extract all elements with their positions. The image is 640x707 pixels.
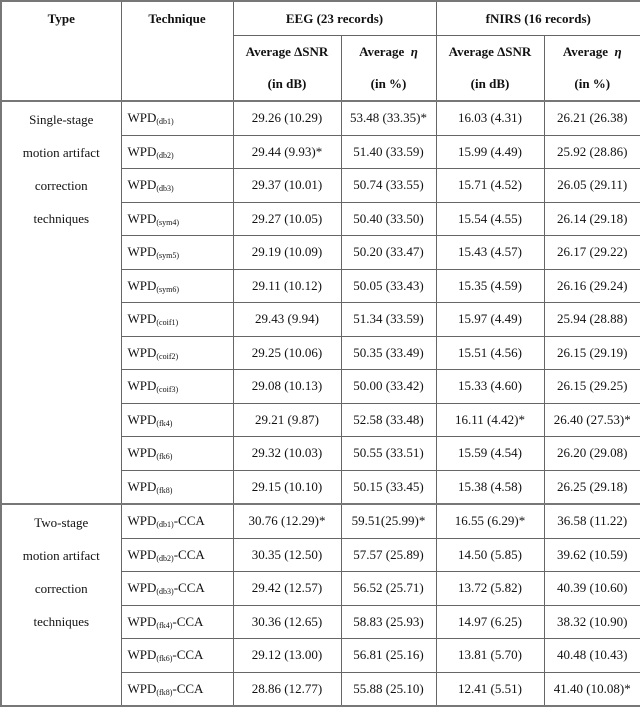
technique-cell [121, 639, 233, 673]
technique-base: WPD [127, 244, 157, 260]
table-row [1, 101, 640, 135]
eta-symbol: η [410, 44, 418, 59]
fnirs-snr-cell: 14.50 (5.85) [436, 538, 544, 572]
fnirs-snr-cell: 15.51 (4.56) [436, 336, 544, 370]
fnirs-snr-cell: 15.59 (4.54) [436, 437, 544, 471]
eeg-snr-cell: 29.21 (9.87) [233, 403, 341, 437]
type-cell [1, 504, 121, 706]
technique-cell [121, 538, 233, 572]
technique-sub: (db1) [156, 520, 174, 530]
technique-sub: (coif2) [156, 351, 179, 361]
fnirs-eta-cell: 41.40 (10.08)* [544, 672, 640, 706]
technique-sub: (fk8) [156, 485, 173, 495]
fnirs-eta-cell: 26.15 (29.19) [544, 336, 640, 370]
header-unit: (in %) [370, 76, 407, 91]
fnirs-snr-cell: 15.35 (4.59) [436, 269, 544, 303]
technique-base: WPD [127, 344, 157, 360]
eeg-eta-cell: 56.81 (25.16) [341, 639, 436, 673]
technique-cell [121, 101, 233, 135]
fnirs-eta-cell: 25.94 (28.88) [544, 303, 640, 337]
eeg-snr-cell: 29.42 (12.57) [233, 572, 341, 606]
technique-cell [121, 370, 233, 404]
fnirs-snr-cell: 15.54 (4.55) [436, 202, 544, 236]
type-line: Two-stage [34, 515, 89, 530]
technique-sub: (fk6) [156, 654, 173, 664]
eeg-eta-cell: 50.40 (33.50) [341, 202, 436, 236]
eeg-eta-cell: 50.05 (33.43) [341, 269, 436, 303]
eeg-snr-cell: 29.26 (10.29) [233, 101, 341, 135]
technique-base: WPD [127, 411, 157, 427]
type-line: techniques [33, 614, 90, 629]
fnirs-eta-cell: 26.05 (29.11) [544, 169, 640, 203]
technique-cell [121, 403, 233, 437]
technique-cell [121, 202, 233, 236]
header-unit: (in %) [574, 76, 611, 91]
eeg-snr-cell: 29.43 (9.94) [233, 303, 341, 337]
table-row [1, 504, 640, 538]
technique-base: WPD [127, 478, 157, 494]
fnirs-eta-cell: 39.62 (10.59) [544, 538, 640, 572]
fnirs-eta-cell: 26.16 (29.24) [544, 269, 640, 303]
technique-cell [121, 437, 233, 471]
technique-sub: (coif1) [156, 318, 179, 328]
technique-base: WPD [127, 680, 157, 696]
fnirs-snr-cell: 15.99 (4.49) [436, 135, 544, 169]
technique-cell [121, 303, 233, 337]
technique-sub: (fk8) [156, 687, 173, 697]
technique-sub: (db3) [156, 587, 174, 597]
header-label: Average [359, 44, 405, 59]
technique-suffix: -CCA [172, 680, 204, 696]
fnirs-snr-cell: 15.43 (4.57) [436, 236, 544, 270]
eeg-snr-cell: 29.25 (10.06) [233, 336, 341, 370]
technique-suffix: -CCA [173, 580, 205, 596]
eeg-eta-cell: 59.51(25.99)* [341, 504, 436, 538]
type-line: correction [34, 178, 88, 193]
fnirs-snr-cell: 15.97 (4.49) [436, 303, 544, 337]
eeg-snr-cell: 29.15 (10.10) [233, 470, 341, 504]
fnirs-eta-cell: 38.32 (10.90) [544, 605, 640, 639]
table-body [1, 101, 640, 706]
eeg-snr-cell: 29.27 (10.05) [233, 202, 341, 236]
eeg-snr-cell: 29.08 (10.13) [233, 370, 341, 404]
eeg-snr-cell: 30.36 (12.65) [233, 605, 341, 639]
technique-cell [121, 672, 233, 706]
eeg-eta-cell: 56.52 (25.71) [341, 572, 436, 606]
technique-cell [121, 470, 233, 504]
technique-base: WPD [127, 143, 157, 159]
technique-suffix: -CCA [173, 546, 205, 562]
technique-base: WPD [127, 311, 157, 327]
technique-sub: (coif3) [156, 385, 179, 395]
technique-sub: (sym5) [156, 251, 180, 261]
technique-sub: (fk6) [156, 452, 173, 462]
fnirs-eta-cell: 26.14 (29.18) [544, 202, 640, 236]
eta-symbol: η [614, 44, 622, 59]
eeg-eta-cell: 57.57 (25.89) [341, 538, 436, 572]
type-line: motion artifact [22, 548, 100, 563]
eeg-eta-cell: 51.40 (33.59) [341, 135, 436, 169]
header-unit: (in dB) [267, 76, 307, 91]
technique-suffix: -CCA [172, 613, 204, 629]
fnirs-snr-cell: 16.55 (6.29)* [436, 504, 544, 538]
eeg-snr-cell: 29.32 (10.03) [233, 437, 341, 471]
fnirs-snr-cell: 13.81 (5.70) [436, 639, 544, 673]
technique-cell [121, 236, 233, 270]
eeg-snr-cell: 28.86 (12.77) [233, 672, 341, 706]
eeg-snr-cell: 29.12 (13.00) [233, 639, 341, 673]
eeg-snr-cell: 29.37 (10.01) [233, 169, 341, 203]
type-line: techniques [33, 211, 90, 226]
header-label: Average ΔSNR [448, 44, 532, 59]
type-line: Single-stage [29, 112, 94, 127]
type-line: motion artifact [22, 145, 100, 160]
fnirs-eta-cell: 26.17 (29.22) [544, 236, 640, 270]
technique-sub: (sym4) [156, 217, 180, 227]
technique-cell [121, 169, 233, 203]
fnirs-eta-cell: 26.21 (26.38) [544, 101, 640, 135]
fnirs-eta-cell: 26.15 (29.25) [544, 370, 640, 404]
technique-sub: (db3) [156, 184, 174, 194]
technique-base: WPD [127, 647, 157, 663]
fnirs-eta-cell: 25.92 (28.86) [544, 135, 640, 169]
technique-base: WPD [127, 613, 157, 629]
eeg-eta-cell: 50.35 (33.49) [341, 336, 436, 370]
type-line: correction [34, 581, 88, 596]
fnirs-eta-cell: 26.40 (27.53)* [544, 403, 640, 437]
technique-cell [121, 336, 233, 370]
technique-base: WPD [127, 277, 157, 293]
technique-cell [121, 135, 233, 169]
eeg-eta-cell: 51.34 (33.59) [341, 303, 436, 337]
technique-base: WPD [127, 580, 157, 596]
technique-cell [121, 605, 233, 639]
technique-cell [121, 269, 233, 303]
header-label: Average ΔSNR [245, 44, 329, 59]
technique-sub: (fk4) [156, 418, 173, 428]
technique-cell [121, 504, 233, 538]
eeg-eta-cell: 50.00 (33.42) [341, 370, 436, 404]
fnirs-snr-cell: 12.41 (5.51) [436, 672, 544, 706]
fnirs-snr-cell: 15.38 (4.58) [436, 470, 544, 504]
technique-sub: (sym6) [156, 284, 180, 294]
header-unit: (in dB) [470, 76, 510, 91]
fnirs-eta-cell: 26.20 (29.08) [544, 437, 640, 471]
eeg-snr-cell: 29.11 (10.12) [233, 269, 341, 303]
eeg-eta-cell: 52.58 (33.48) [341, 403, 436, 437]
technique-base: WPD [127, 445, 157, 461]
technique-base: WPD [127, 110, 157, 126]
eeg-eta-cell: 50.55 (33.51) [341, 437, 436, 471]
eeg-eta-cell: 50.20 (33.47) [341, 236, 436, 270]
eeg-eta-cell: 50.15 (33.45) [341, 470, 436, 504]
fnirs-snr-cell: 16.03 (4.31) [436, 101, 544, 135]
header-eeg-eta [341, 36, 436, 102]
technique-sub: (db1) [156, 117, 174, 127]
technique-suffix: -CCA [173, 513, 205, 529]
header-type: Type [1, 1, 121, 101]
technique-base: WPD [127, 378, 157, 394]
fnirs-snr-cell: 14.97 (6.25) [436, 605, 544, 639]
technique-sub: (db2) [156, 553, 174, 563]
header-technique: Technique [121, 1, 233, 101]
fnirs-eta-cell: 26.25 (29.18) [544, 470, 640, 504]
fnirs-snr-cell: 16.11 (4.42)* [436, 403, 544, 437]
type-cell [1, 101, 121, 504]
fnirs-eta-cell: 40.48 (10.43) [544, 639, 640, 673]
fnirs-eta-cell: 36.58 (11.22) [544, 504, 640, 538]
eeg-eta-cell: 53.48 (33.35)* [341, 101, 436, 135]
header-fnirs: fNIRS (16 records) [436, 1, 640, 36]
fnirs-snr-cell: 15.71 (4.52) [436, 169, 544, 203]
eeg-snr-cell: 30.76 (12.29)* [233, 504, 341, 538]
technique-base: WPD [127, 210, 157, 226]
fnirs-snr-cell: 13.72 (5.82) [436, 572, 544, 606]
eeg-eta-cell: 58.83 (25.93) [341, 605, 436, 639]
technique-base: WPD [127, 546, 157, 562]
header-eeg-snr [233, 36, 341, 102]
header-fnirs-eta [544, 36, 640, 102]
eeg-eta-cell: 55.88 (25.10) [341, 672, 436, 706]
header-fnirs-snr [436, 36, 544, 102]
technique-base: WPD [127, 513, 157, 529]
technique-suffix: -CCA [172, 647, 204, 663]
eeg-snr-cell: 30.35 (12.50) [233, 538, 341, 572]
header-label: Average [562, 44, 609, 59]
fnirs-eta-cell: 40.39 (10.60) [544, 572, 640, 606]
technique-base: WPD [127, 177, 157, 193]
eeg-snr-cell: 29.19 (10.09) [233, 236, 341, 270]
eeg-snr-cell: 29.44 (9.93)* [233, 135, 341, 169]
technique-sub: (db2) [156, 150, 174, 160]
technique-sub: (fk4) [156, 620, 173, 630]
header-eeg: EEG (23 records) [233, 1, 436, 36]
eeg-eta-cell: 50.74 (33.55) [341, 169, 436, 203]
technique-cell [121, 572, 233, 606]
fnirs-snr-cell: 15.33 (4.60) [436, 370, 544, 404]
